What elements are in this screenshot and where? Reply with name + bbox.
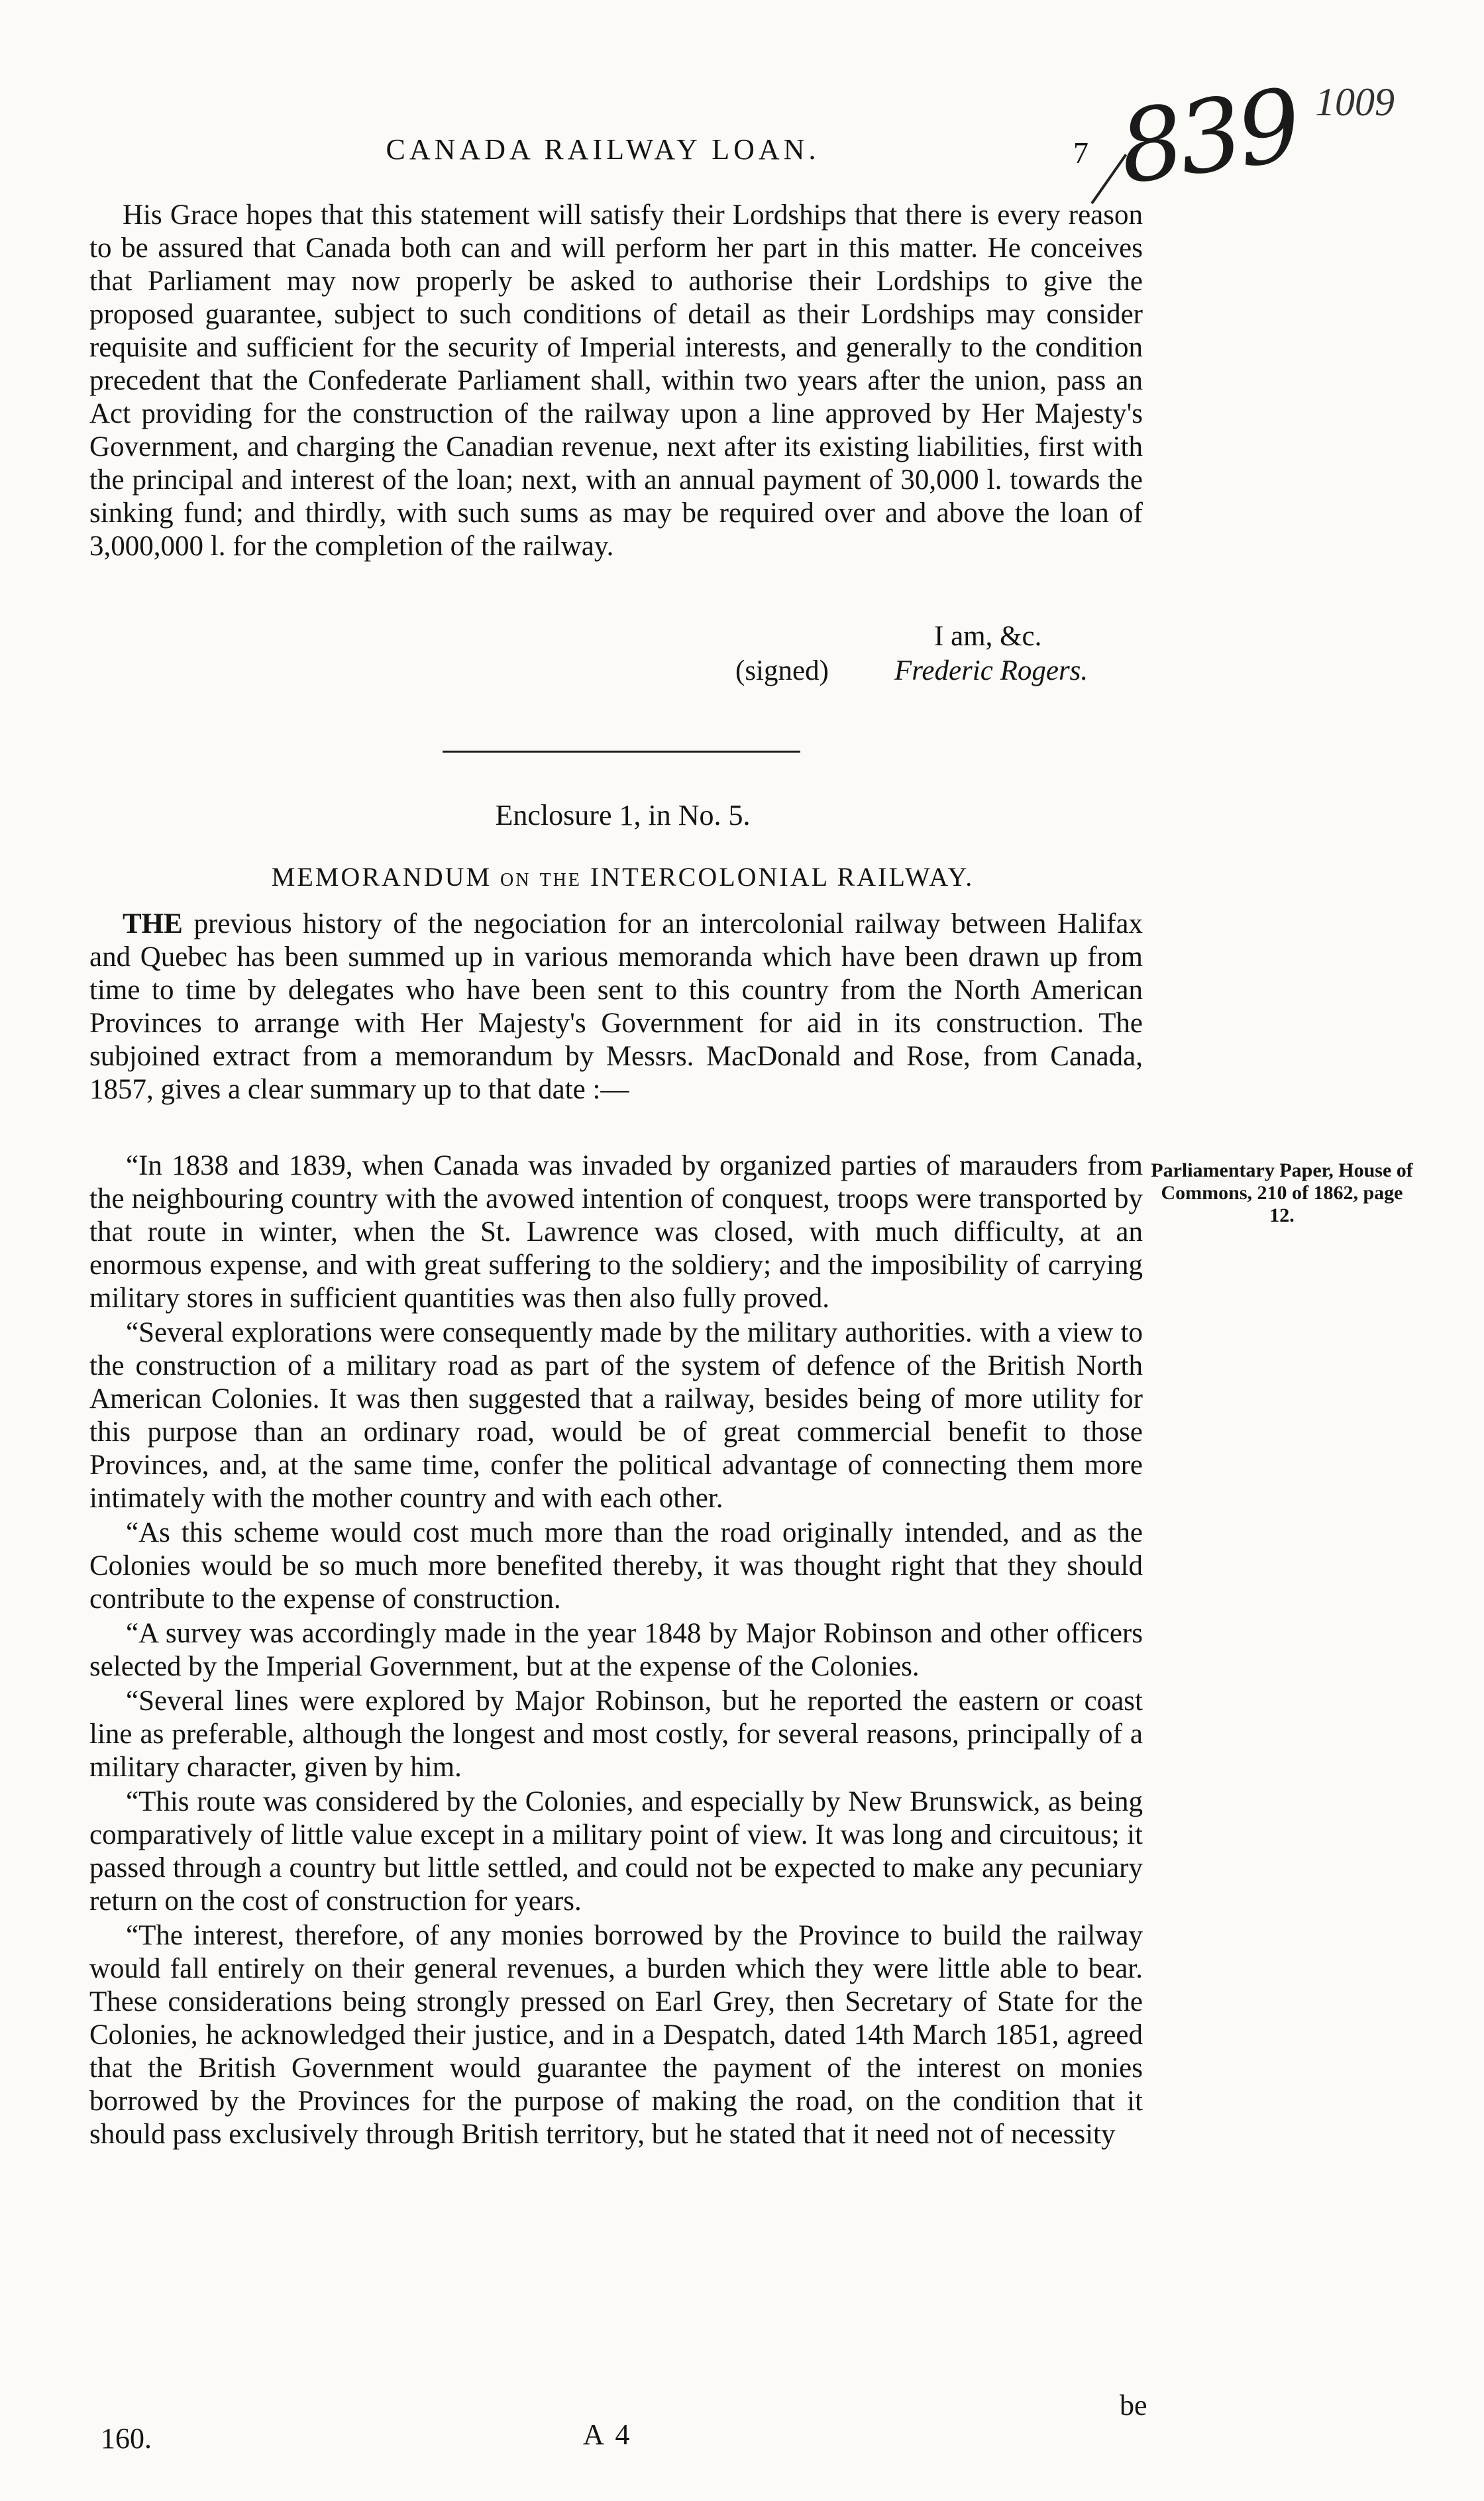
salutation-text: I am, &c. (934, 621, 1042, 652)
memo-title: MEMORANDUM on the INTERCOLONIAL RAILWAY. (271, 862, 975, 892)
salutation (735, 619, 1133, 654)
page-number: 7 (1073, 136, 1088, 170)
letter-closing (735, 619, 1133, 688)
quote-paragraph: “A survey was accordingly made in the year 1848 by Major Robinson and other officers selected by the Imperial Government, but at the expense of the Colonies. (89, 1618, 1143, 1682)
signatory-name: Frederic Rogers. (894, 655, 1088, 686)
memo-section (89, 908, 1143, 1110)
intro-section (89, 199, 1143, 567)
signed-label: (signed) (735, 655, 829, 686)
memo-lead: THE (123, 908, 183, 939)
sheet-signature: A 4 (583, 2418, 633, 2451)
quote-paragraph: “Several lines were explored by Major Robinson, but he reported the eastern or coast line as preferable, although the longest and most costly, for several reasons, principally of a military character, given by him. (89, 1685, 1143, 1783)
memo-text: previous history of the negociation for an intercolonial railway between Halifax and Quebec has been summed up in various memoranda which have been drawn up from time to time by delegates who have been sent to this country from the North American Provinces to arrange with Her Majesty's Government for aid in its construction. The subjoined extract from a memorandum by Messrs. MacDonald and Rose, from Canada, 1857, gives a clear summary up to that date :— (89, 908, 1143, 1105)
signature-row (735, 654, 1133, 688)
section-divider (443, 751, 800, 753)
memo-paragraph (89, 908, 1143, 1106)
enclosure-heading: Enclosure 1, in No. 5. (495, 799, 751, 831)
marginal-note: Parliamentary Paper, House of Commons, 210 of 1862, page 12. (1151, 1159, 1413, 1226)
quote-paragraph: “As this scheme would cost much more than the road originally intended, and as the Colonies would be so much more benefited thereby, it was thought right that they should contribute to the expense of construction. (89, 1517, 1143, 1615)
intro-paragraph: His Grace hopes that this statement will satisfy their Lordships that there is every reason to be assured that Canada both can and will perform her part in this matter. He conceives that Parliament may now properly be asked to authorise their Lordships to give the proposed guarantee, subject to such conditions of detail as their Lordships may consider requisite and sufficient for the security of Imperial interests, and generally to the condition precedent that the Confederate Parliament shall, within two years after the union, pass an Act providing for the construction of the railway upon a line approved by Her Majesty's Government, and charging the Canadian revenue, next after its existing liabilities, first with the principal and interest of the loan; next, with an annual payment of 30,000 l. towards the sinking fund; and thirdly, with such sums as may be required over and above the loan of 3,000,000 l. for the completion of the railway. (89, 199, 1143, 562)
handwritten-folio: 839 (1112, 68, 1305, 207)
quote-paragraph: “The interest, therefore, of any monies borrowed by the Province to build the railway would fall entirely on their general revenues, a burden which they were little able to bear. These considerations being strongly pressed on Earl Grey, then Secretary of State for the Colonies, he acknowledged their justice, and in a Despatch, dated 14th March 1851, agreed that the British Government would guarantee the payment of the interest on monies borrowed by the Provinces for the purpose of making the road, on the condition that it should pass exclusively through British territory, but he stated that it need not of necessity (89, 1920, 1143, 2150)
quote-paragraph: “This route was considered by the Colonies, and especially by New Brunswick, as being comparatively of little value except in a military point of view. It was long and circuitous; it passed through a country but little settled, and could not be expected to make any pecuniary return on the cost of construction for years. (89, 1786, 1143, 1917)
catchword: be (1120, 2389, 1147, 2421)
quote-paragraph: “Several explorations were consequently made by the military authorities. with a view to the construction of a military road as part of the system of defence of the British North American Colonies. It was then suggested that a railway, besides being of more utility for this purpose than an ordinary road, would be of great commercial benefit to those Provinces, and, at the same time, confer the political advantage of connecting them more intimately with the mother country and with each other. (89, 1317, 1143, 1514)
quoted-extract (89, 1149, 1143, 2153)
handwritten-folio-small: 1009 (1315, 80, 1395, 124)
quote-paragraph: “In 1838 and 1839, when Canada was invaded by organized parties of marauders from the neighbouring country with the avowed intention of conquest, troops were transported by that route in winter, when the St. Lawrence was closed, with much difficulty, at an enormous expense, and with great suffering to the soldiery; and the imposibility of carrying military stores in sufficient quantities was then also fully proved. (89, 1150, 1143, 1314)
signature-marker: 160. (101, 2422, 152, 2455)
page-footer (0, 2389, 1484, 2468)
running-title: CANADA RAILWAY LOAN. (386, 133, 820, 166)
